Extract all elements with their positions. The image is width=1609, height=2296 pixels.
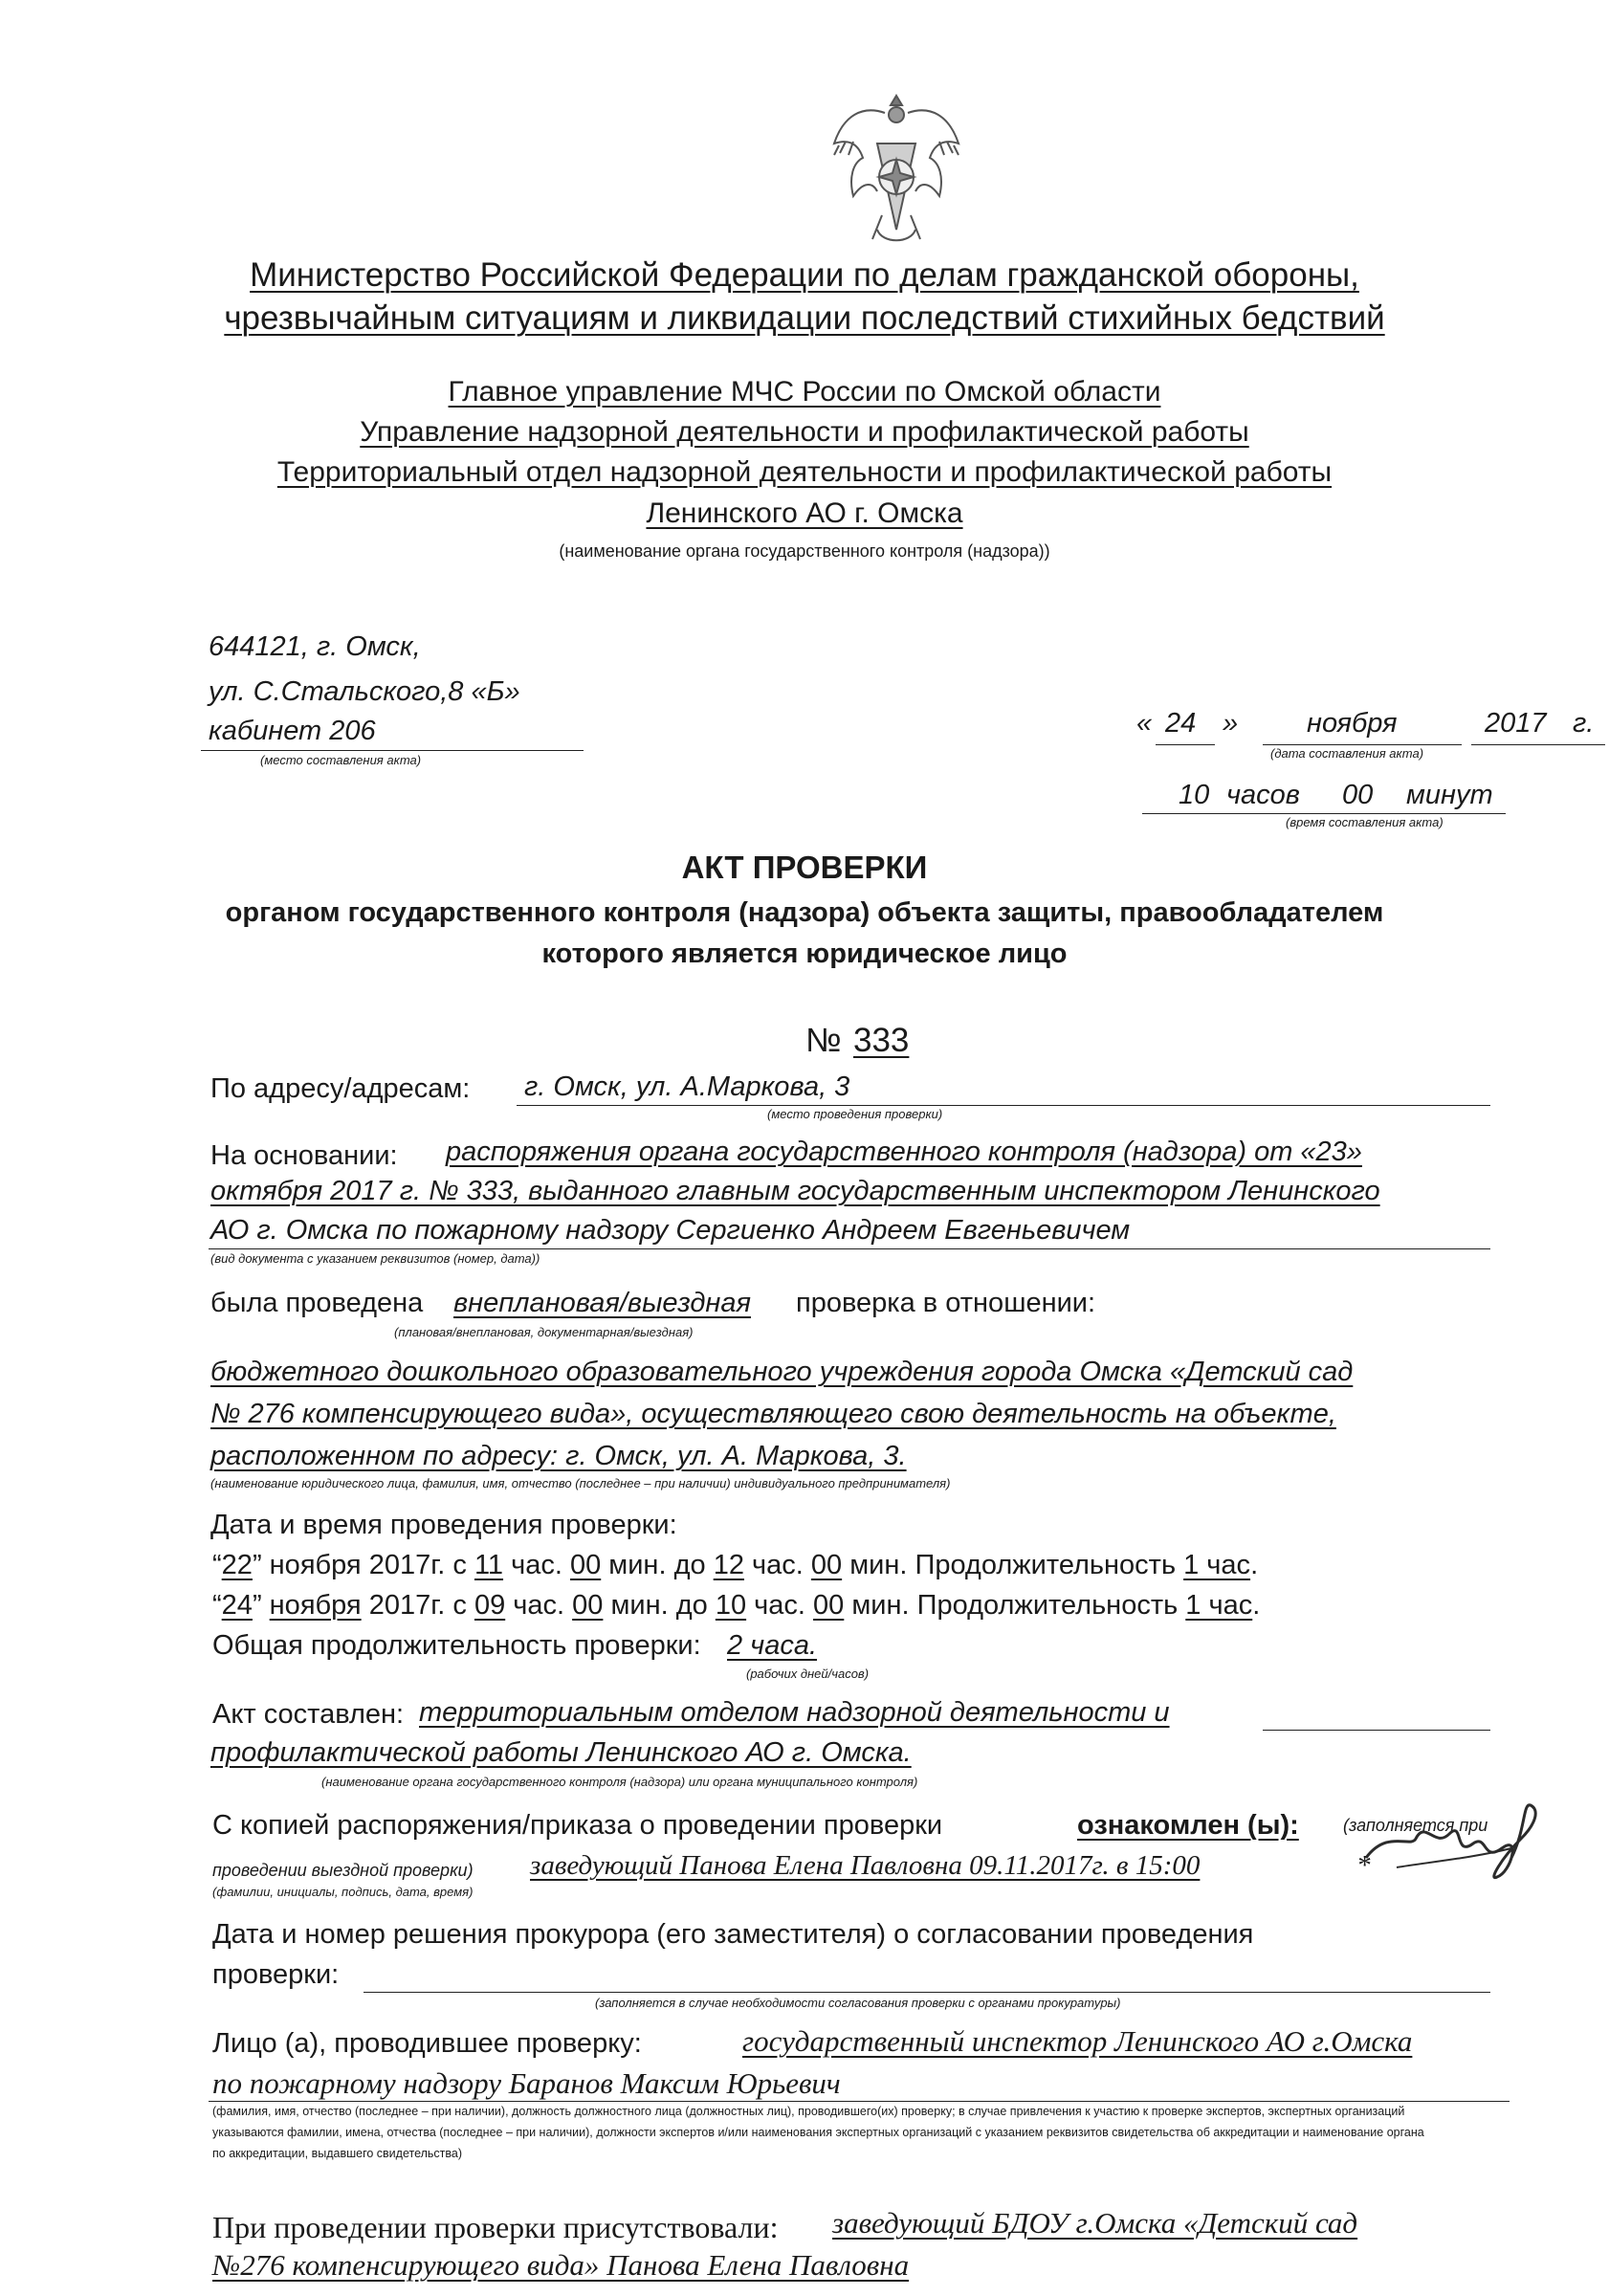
date-day: 24 — [1165, 708, 1197, 739]
signature-icon — [1358, 1791, 1550, 1896]
row-year-text: 2017г. с — [368, 1550, 467, 1580]
row-month: ноября — [269, 1550, 362, 1580]
present-label: При проведении проверки присутствовали: — [212, 2210, 779, 2244]
date-suffix: г. — [1573, 708, 1595, 739]
address-caption: (место проведения проверки) — [767, 1107, 943, 1121]
present-line-1: заведующий БДОУ г.Омска «Детский сад — [832, 2206, 1358, 2240]
row-end: . — [1250, 1550, 1259, 1580]
row-day: 22 — [221, 1550, 253, 1580]
compiled-label: Акт составлен: — [212, 1699, 405, 1730]
date-caption: (дата составления акта) — [1270, 746, 1424, 761]
quote-close: ” — [252, 1550, 262, 1580]
row-day: 24 — [221, 1590, 253, 1621]
row-text: мин. Продолжительность — [851, 1590, 1179, 1621]
inspection-type-value: внеплановая/выездная — [453, 1288, 751, 1318]
inspector-note-2: указываются фамилии, имена, отчества (последнее – при наличии), должности экспертов и/или наименования экспертных организаций с указанием реквизитов свидетельства об аккредитации и наименование органа — [212, 2126, 1424, 2139]
prosecutor-line-2: проверки: — [212, 1959, 340, 1990]
act-subtitle-2: которого является юридическое лицо — [541, 938, 1068, 969]
row-duration: 1 час — [1183, 1550, 1251, 1580]
row-end: . — [1252, 1590, 1261, 1621]
time-minutes: 00 — [1342, 780, 1374, 810]
act-title: АКТ ПРОВЕРКИ — [681, 850, 928, 885]
row-text: час. — [754, 1590, 805, 1621]
quote-open: “ — [212, 1590, 222, 1621]
acquainted-star: * — [1356, 1850, 1371, 1881]
subject-line-2: № 276 компенсирующего вида», осуществляющего свою деятельность на объекте, — [210, 1399, 1336, 1429]
quote-open: “ — [212, 1550, 222, 1580]
row-month: ноября — [269, 1590, 362, 1621]
act-number-label: № — [805, 1022, 842, 1059]
place-line-1: 644121, г. Омск, — [209, 631, 421, 662]
row-text: мин. до — [610, 1590, 708, 1621]
row-duration: 1 час — [1185, 1590, 1253, 1621]
basis-label: На основании: — [210, 1140, 398, 1171]
inspector-note-3: по аккредитации, выдавшего свидетельства) — [212, 2147, 463, 2160]
dept-caption: (наименование органа государственного контроля (надзора)) — [559, 541, 1050, 561]
row-to-minutes: 00 — [810, 1550, 843, 1580]
date-month: ноября — [1307, 708, 1398, 739]
basis-line-3: АО г. Омска по пожарному надзору Сергиенко Андреем Евгеньевичем — [210, 1215, 1131, 1246]
subject-line-1: бюджетного дошкольного образовательного учреждения города Омска «Детский сад — [210, 1357, 1354, 1387]
place-line-2: ул. С.Стальского,8 «Б» — [209, 676, 520, 707]
dept-line-2: Управление надзорной деятельности и профилактической работы — [360, 416, 1249, 448]
inspector-line-2: по пожарному надзору Баранов Максим Юрьевич — [212, 2066, 841, 2100]
schedule-label: Дата и время проведения проверки: — [210, 1510, 677, 1540]
act-number: 333 — [853, 1022, 910, 1059]
inspector-line-1: государственный инспектор Ленинского АО г.Омска — [742, 2024, 1413, 2058]
row-text: мин. до — [608, 1550, 706, 1580]
basis-line-2: октября 2017 г. № 333, выданного главным государственным инспектором Ленинского — [210, 1176, 1380, 1206]
time-hours-label: часов — [1226, 780, 1300, 810]
row-to-hours: 10 — [715, 1590, 747, 1621]
time-caption: (время составления акта) — [1286, 815, 1444, 829]
row-from-hours: 09 — [474, 1590, 506, 1621]
address-label: По адресу/адресам: — [210, 1073, 471, 1104]
inspector-label: Лицо (а), проводившее проверку: — [212, 2028, 642, 2059]
row-text: час. — [511, 1550, 562, 1580]
dept-line-1: Главное управление МЧС России по Омской области — [448, 376, 1161, 408]
inspection-prefix: была проведена — [210, 1288, 424, 1318]
subject-line-3: расположенном по адресу: г. Омск, ул. А. Маркова, 3. — [210, 1441, 907, 1471]
dept-line-3: Территориальный отдел надзорной деятельности и профилактической работы — [276, 456, 1333, 488]
row-text: мин. Продолжительность — [849, 1550, 1177, 1580]
ministry-line-2: чрезвычайным ситуациям и ликвидации последствий стихийных бедствий — [224, 299, 1385, 337]
row-text: час. — [752, 1550, 804, 1580]
row-from-hours: 11 — [474, 1550, 504, 1580]
mchs-emblem-icon — [825, 86, 968, 254]
quote-close: ” — [252, 1590, 262, 1621]
inspector-note-1: (фамилия, имя, отчество (последнее – при наличии), должность должностного лица (должностных лиц), проводившего(их) проверку; в случае привлечения к участию к проверке экспертов, экспертных организаций — [212, 2105, 1405, 2118]
time-minutes-label: минут — [1406, 780, 1493, 810]
basis-caption: (вид документа с указанием реквизитов (номер, дата)) — [210, 1251, 540, 1266]
acquainted-note-2: проведении выездной проверки) — [212, 1861, 474, 1880]
place-line-3: кабинет 206 — [209, 716, 376, 746]
place-caption: (место составления акта) — [260, 753, 422, 767]
total-duration-label: Общая продолжительность проверки: — [212, 1630, 701, 1661]
schedule-row — [212, 1550, 1258, 1581]
present-line-2: №276 компенсирующего вида» Панова Елена Павловна — [212, 2248, 910, 2282]
acquainted-caption: (фамилии, инициалы, подпись, дата, время) — [212, 1885, 474, 1899]
basis-line-1: распоряжения органа государственного контроля (надзора) от «23» — [446, 1137, 1362, 1167]
act-subtitle-1: органом государственного контроля (надзора) объекта защиты, правообладателем — [225, 897, 1384, 928]
acquainted-note-1: (заполняется при — [1343, 1816, 1488, 1835]
row-to-minutes: 00 — [813, 1590, 845, 1621]
compiled-line-1: территориальным отделом надзорной деятельности и — [419, 1697, 1170, 1728]
time-hours: 10 — [1179, 780, 1210, 810]
compiled-line-2: профилактической работы Ленинского АО г. Омска. — [210, 1737, 912, 1768]
acquainted-value: заведующий Панова Елена Павловна 09.11.2017г. в 15:00 — [530, 1850, 1201, 1881]
subject-caption: (наименование юридического лица, фамилия, имя, отчество (последнее – при наличии) индивидуального предпринимателя) — [210, 1476, 951, 1490]
total-duration-caption: (рабочих дней/часов) — [746, 1667, 870, 1681]
dept-line-4: Ленинского АО г. Омска — [646, 497, 963, 529]
schedule-row — [212, 1590, 1260, 1622]
acquainted-text: С копией распоряжения/приказа о проведении проверки — [212, 1810, 943, 1841]
date-open-quote: « — [1136, 708, 1153, 739]
address-value: г. Омск, ул. А.Маркова, 3 — [524, 1071, 850, 1102]
ministry-line-1: Министерство Российской Федерации по делам гражданской обороны, — [250, 256, 1359, 294]
basis-line-1-row — [446, 1137, 1510, 1168]
inspection-caption: (плановая/внеплановая, документарная/выездная) — [394, 1325, 694, 1339]
compiled-caption: (наименование органа государственного контроля (надзора) или органа муниципального контроля) — [321, 1775, 918, 1789]
prosecutor-line-1: Дата и номер решения прокурора (его заместителя) о согласовании проведения — [212, 1919, 1254, 1950]
date-close-quote: » — [1223, 708, 1239, 739]
row-from-minutes: 00 — [569, 1550, 602, 1580]
total-duration-value: 2 часа. — [727, 1630, 818, 1661]
row-year-text: 2017г. с — [368, 1590, 467, 1621]
prosecutor-caption: (заполняется в случае необходимости согласования проверки с органами прокуратуры) — [595, 1996, 1121, 2010]
row-from-minutes: 00 — [572, 1590, 604, 1621]
date-year: 2017 — [1485, 708, 1547, 739]
acquainted-bold: ознакомлен (ы): — [1077, 1810, 1299, 1841]
row-to-hours: 12 — [713, 1550, 744, 1580]
inspection-suffix: проверка в отношении: — [796, 1288, 1096, 1318]
row-text: час. — [513, 1590, 565, 1621]
